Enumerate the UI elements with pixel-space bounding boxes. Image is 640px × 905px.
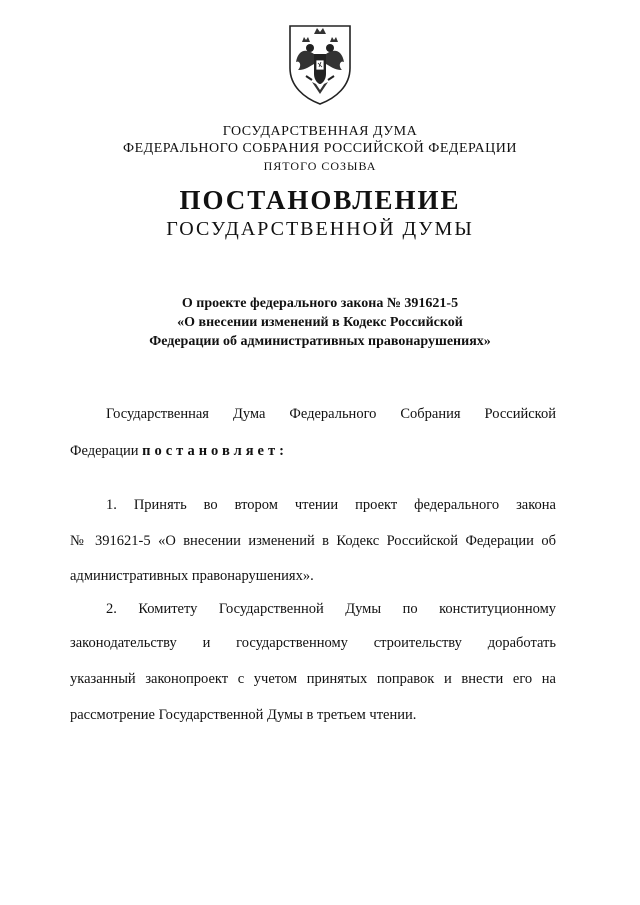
subject-line-2: «О внесении изменений в Кодекс Российской bbox=[177, 315, 463, 330]
header-line-2: ФЕДЕРАЛЬНОГО СОБРАНИЯ РОССИЙСКОЙ ФЕДЕРАЦИИ bbox=[123, 141, 517, 156]
preamble-line-2 bbox=[70, 442, 556, 460]
point-2-line-3: указанный законопроект с учетом принятых поправок и внести его на bbox=[70, 671, 556, 687]
point-1-line-3: административных правонарушениях». bbox=[70, 568, 314, 584]
coat-of-arms-emblem bbox=[284, 22, 356, 106]
decree-word: постановляет: bbox=[142, 443, 288, 459]
subject-line-1: О проекте федерального закона № 391621-5 bbox=[181, 296, 459, 311]
document-type-title: ПОСТАНОВЛЕНИЕ bbox=[179, 185, 461, 215]
header-line-1: ГОСУДАРСТВЕННАЯ ДУМА bbox=[222, 124, 418, 139]
preamble-federation-word: Федерации bbox=[70, 443, 139, 459]
point-2-line-4: рассмотрение Государственной Думы в третьем чтении. bbox=[70, 707, 417, 723]
point-1-line-2: № 391621-5 «О внесении изменений в Кодекс Российской Федерации об bbox=[70, 533, 556, 549]
header-line-3: ПЯТОГО СОЗЫВА bbox=[263, 159, 377, 173]
preamble-line-1: Государственная Дума Федерального Собрания Российской bbox=[106, 406, 556, 422]
document-issuer-title: ГОСУДАРСТВЕННОЙ ДУМЫ bbox=[166, 218, 474, 240]
point-1-line-1: 1. Принять во втором чтении проект федерального закона bbox=[106, 497, 556, 513]
subject-line-3: Федерации об административных правонарушениях» bbox=[149, 334, 491, 349]
point-2-line-2: законодательству и государственному строительству доработать bbox=[70, 635, 556, 651]
point-2-line-1: 2. Комитету Государственной Думы по конституционному bbox=[106, 601, 556, 617]
